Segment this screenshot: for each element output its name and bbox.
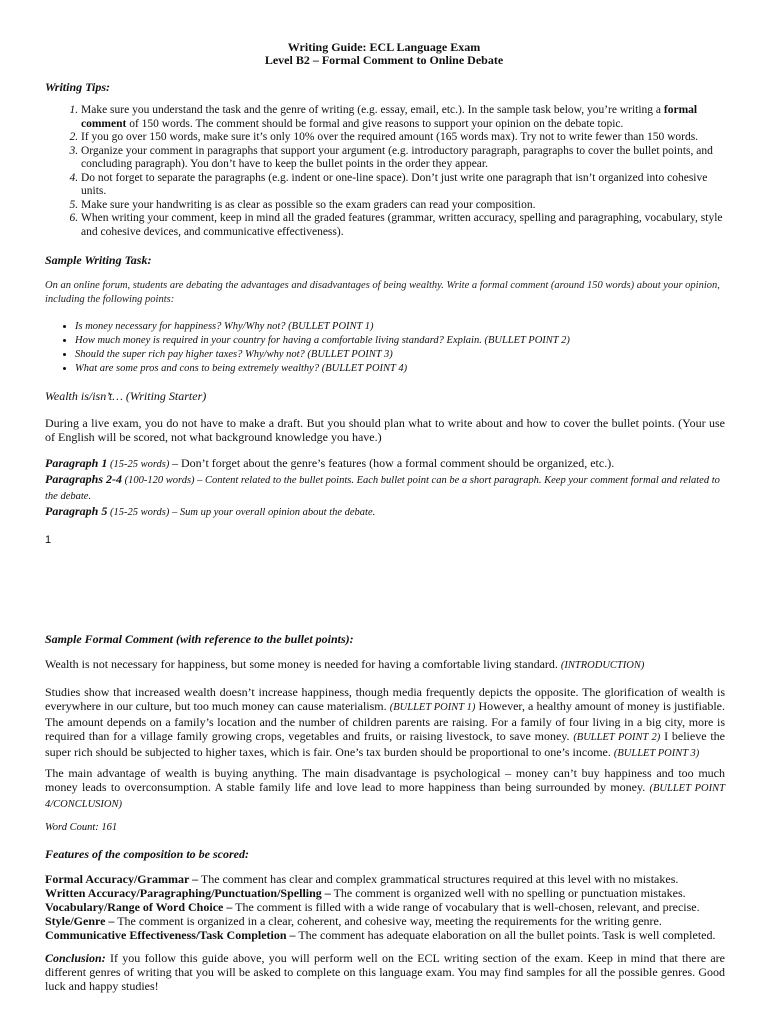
- task-bullet: • How much money is required in your country for having a comfortable living standard? Explain. (BULLET POINT 2): [75, 334, 725, 348]
- task-bullet: • Should the super rich pay higher taxes? Why/why not? (BULLET POINT 3): [75, 348, 725, 362]
- task-bullets: [45, 320, 725, 376]
- live-exam-note: During a live exam, you do not have to make a draft. But you should plan what to write about and how to cover the bullet points. (Your use of English will be scored, not what background knowledge you have.): [45, 416, 725, 444]
- writing-starter: Wealth is/isn’t… (Writing Starter): [45, 389, 207, 403]
- doc-title-line1: Writing Guide: ECL Language Exam: [287, 40, 481, 54]
- conclusion: Conclusion: If you follow this guide above, you will perform well on the ECL writing section of the exam. Keep in mind that there are different genres of writing that you will be asked to complete on this language exam. You may find samples for all the possible genres. Good luck and happy studies!: [45, 951, 725, 993]
- sample-body-1: Studies show that increased wealth doesn’t increase happiness, though media frequently depicts the opposite. The glorification of wealth is everywhere in our culture, but too much money can cause materialism. (BULLET POINT 1) However, a healthy amount of money is justifiable. The amount depends on a family’s location and the number of children parents are raising. For a family of four living in a big city, more is required than for a village family growing crops, vegetables and fruits, or raising livestock, to save money. (BULLET POINT 2) I believe the super rich should be subjected to higher taxes, which is fair. One’s tax burden should be proportional to one’s income. (BULLET POINT 3): [45, 685, 725, 759]
- doc-title-line2: Level B2 – Formal Comment to Online Debate: [264, 53, 504, 67]
- tip-item: 5. Make sure your handwriting is as clear as possible so the exam graders can read your composition.: [81, 199, 725, 213]
- task-bullet: • What are some pros and cons to being extremely wealthy? (BULLET POINT 4): [75, 362, 725, 376]
- writing-tips-list: [45, 104, 725, 239]
- tip-item: 1. Make sure you understand the task and the genre of writing (e.g. essay, email, etc.). In the sample task below, you’re writing a formal comment of 150 words. The comment should be formal and give reasons to support your opinion on the debate topic.: [81, 104, 725, 131]
- tip-item: 3. Organize your comment in paragraphs that support your argument (e.g. introductory paragraph, paragraphs to cover the bullet points, and concluding paragraph). You don’t have to keep the bullet points in the order they appear.: [81, 145, 725, 172]
- tip-item: 6. When writing your comment, keep in mind all the graded features (grammar, written accuracy, spelling and paragraphing, vocabulary, style and cohesive devices, and communicative effectiveness).: [81, 212, 725, 239]
- feature-item: Formal Accuracy/Grammar – The comment has clear and complex grammatical structures required at this level with no mistakes.: [45, 872, 679, 886]
- tip-item: 2. If you go over 150 words, make sure it’s only 10% over the required amount (165 words max). Try not to write fewer than 150 words.: [81, 131, 725, 145]
- task-description: On an online forum, students are debating the advantages and disadvantages of being wealthy. Write a formal comment (around 150 words) about your opinion, including the following points:: [45, 280, 720, 305]
- feature-item: Communicative Effectiveness/Task Completion – The comment has adequate elaboration on all the bullet points. Task is well completed.: [45, 928, 716, 942]
- sample-task-heading: Sample Writing Task:: [45, 253, 152, 267]
- features-list: [45, 872, 725, 942]
- paragraph-guide-item: Paragraph 1 (15-25 words) – Don’t forget about the genre’s features (how a formal comment should be organized, etc.).: [45, 456, 615, 470]
- features-heading: Features of the composition to be scored:: [45, 847, 249, 861]
- tip-item: 4. Do not forget to separate the paragraphs (e.g. indent or one-line space). Don’t just write one paragraph that isn’t organized into cohesive units.: [81, 172, 725, 199]
- sample-body-2: The main advantage of wealth is buying anything. The main disadvantage is psychological – money can’t buy happiness and too much money leads to overconsumption. A stable family life and love lead to more happiness than being surrounded by money. (BULLET POINT 4/CONCLUSION): [45, 766, 725, 810]
- feature-item: Written Accuracy/Paragraphing/Punctuation/Spelling – The comment is organized well with no spelling or punctuation mistakes.: [45, 886, 686, 900]
- writing-tips-heading: Writing Tips:: [45, 80, 111, 94]
- feature-item: Style/Genre – The comment is organized in a clear, coherent, and cohesive way, meeting the requirements for the writing genre.: [45, 914, 662, 928]
- paragraph-guide: [45, 456, 725, 520]
- sample-intro: Wealth is not necessary for happiness, but some money is needed for having a comfortable living standard. (INTRODUCTION): [45, 657, 645, 671]
- feature-item: Vocabulary/Range of Word Choice – The comment is filled with a wide range of vocabulary that is well-chosen, relevant, and precise.: [45, 900, 700, 914]
- paragraph-guide-item: Paragraph 5 (15-25 words) – Sum up your overall opinion about the debate.: [45, 504, 376, 518]
- word-count: Word Count: 161: [45, 822, 118, 833]
- paragraph-guide-item: Paragraphs 2-4 (100-120 words) – Content related to the bullet points. Each bullet point can be a short paragraph. Keep your comment formal and related to the debate.: [45, 472, 720, 502]
- sample-comment-heading: Sample Formal Comment (with reference to the bullet points):: [45, 632, 354, 646]
- task-bullet: • Is money necessary for happiness? Why/Why not? (BULLET POINT 1): [75, 320, 725, 334]
- page-number: 1: [45, 534, 52, 546]
